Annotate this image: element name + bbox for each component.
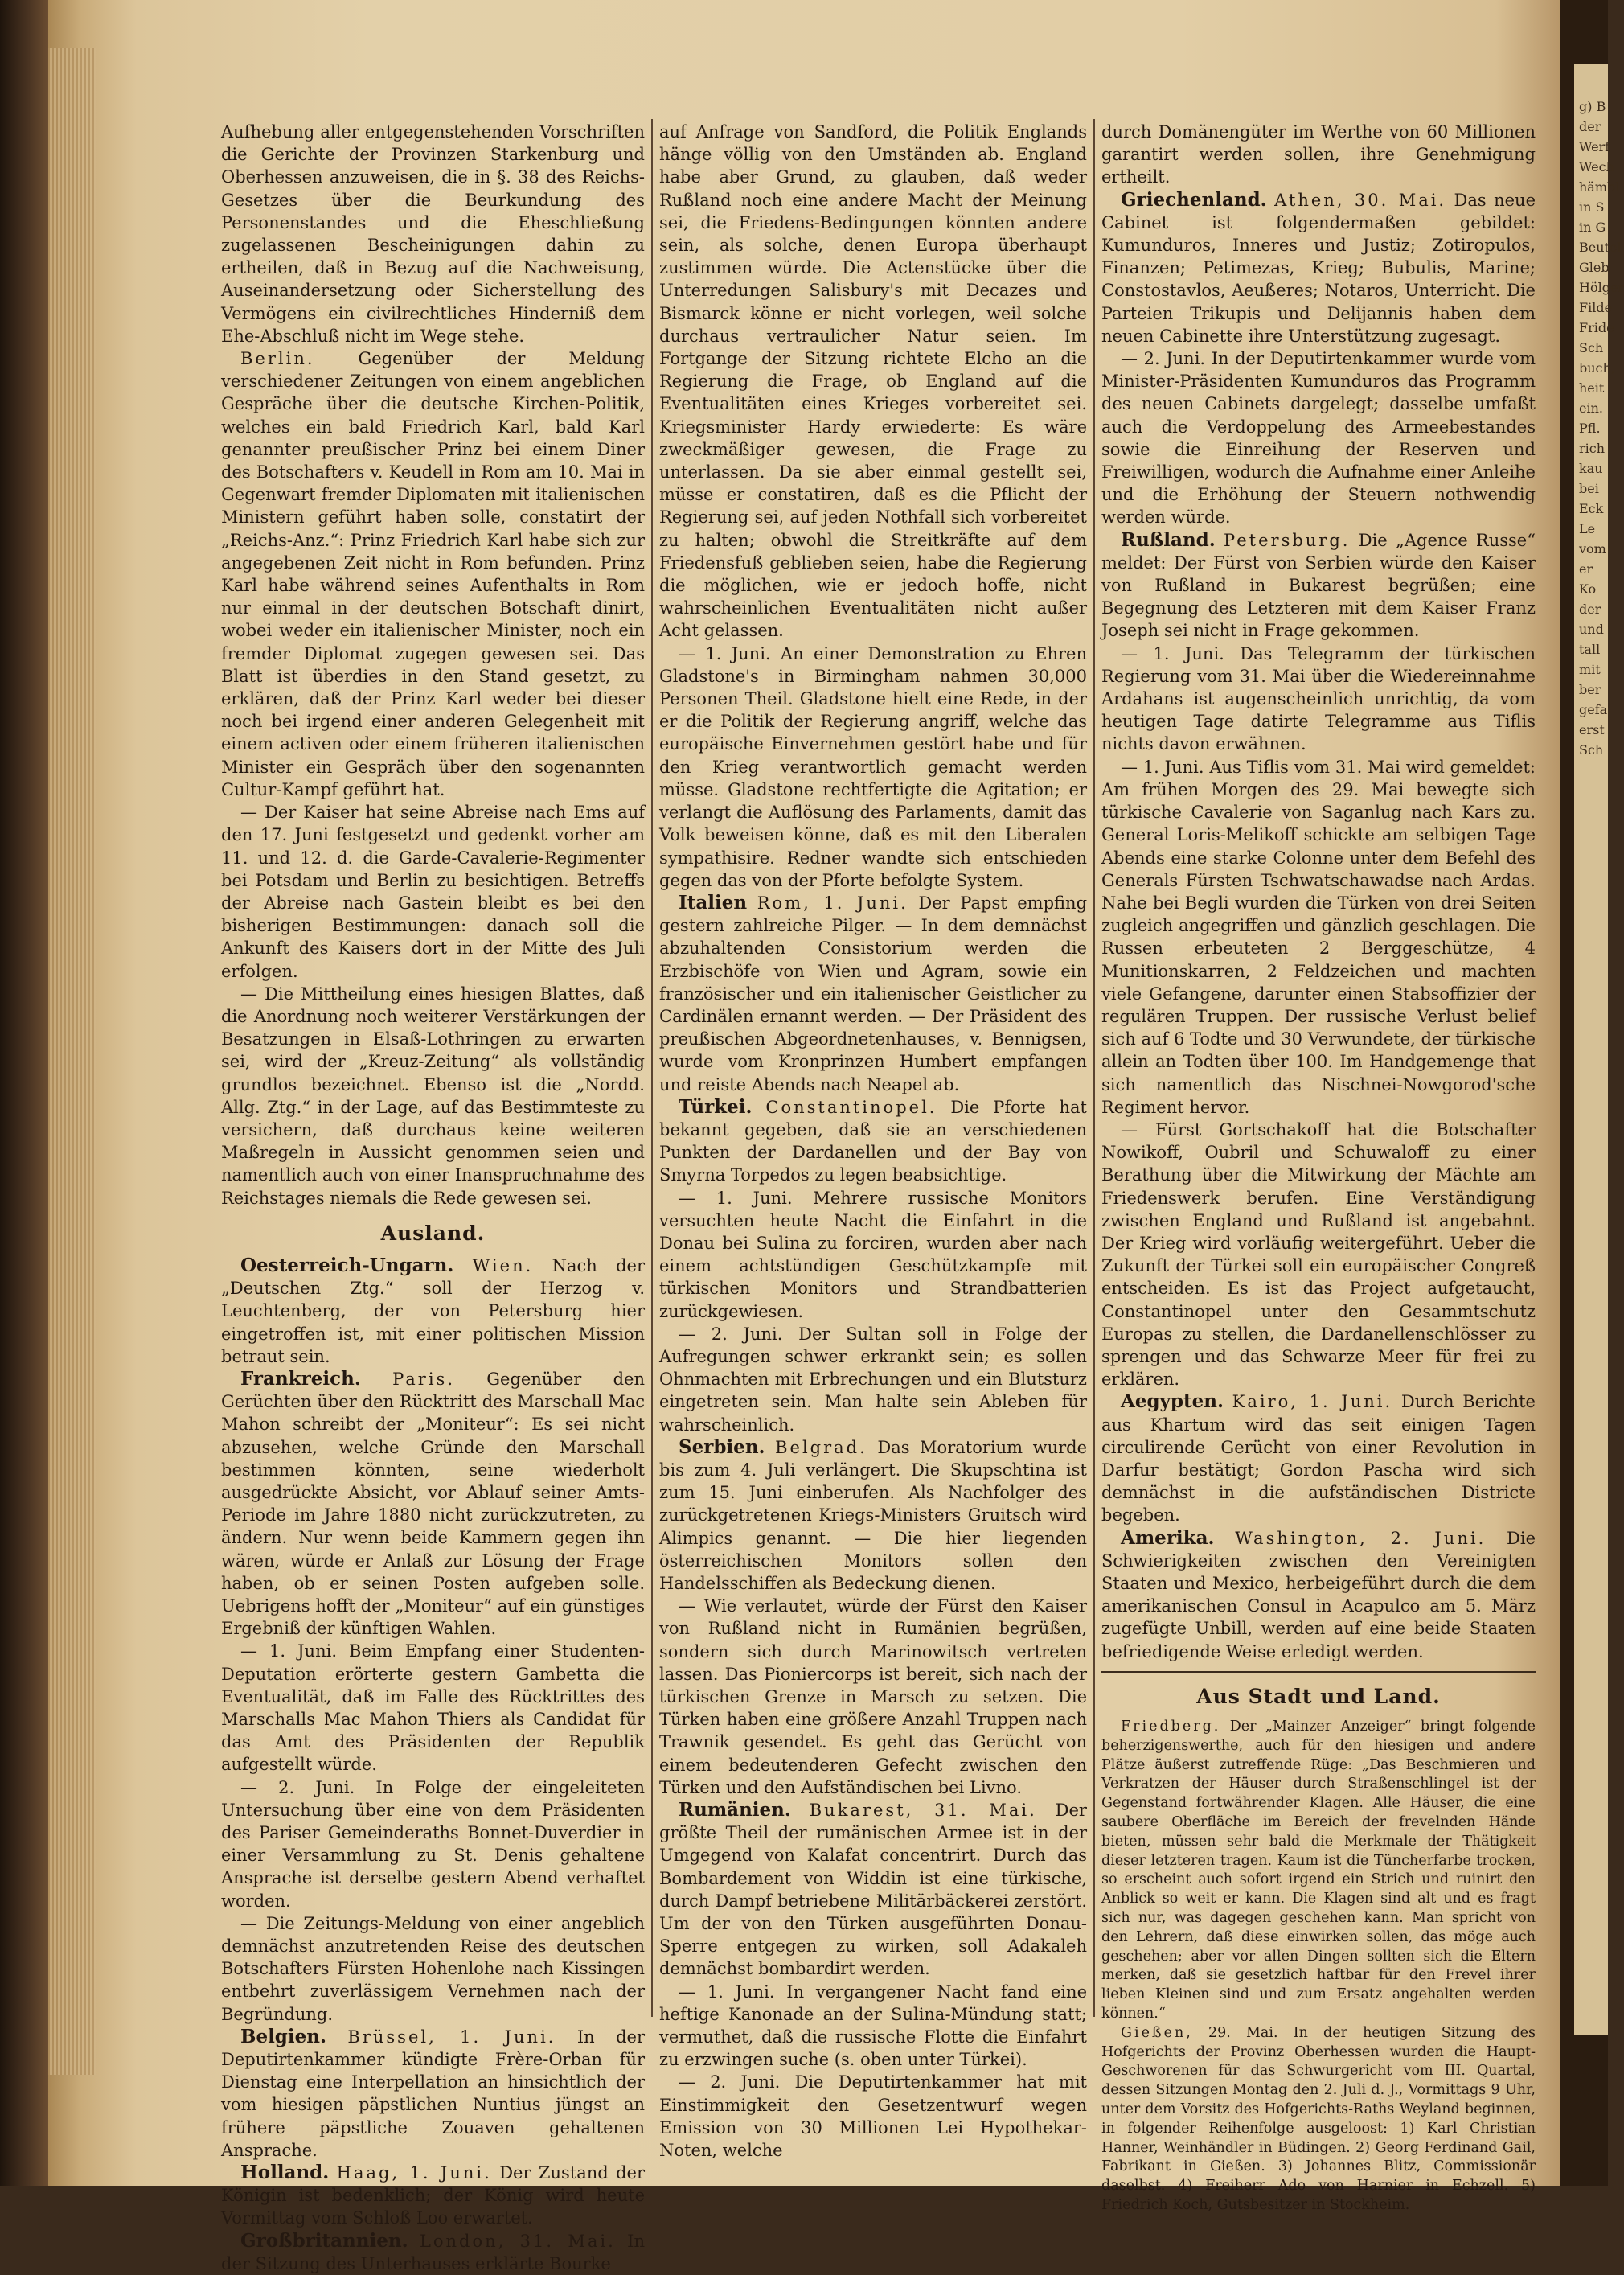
next-page-line: Werf [1579, 139, 1610, 154]
article-paragraph [1101, 347, 1536, 529]
next-page-fragment [1574, 64, 1624, 2035]
next-page-line: Hölger [1579, 280, 1624, 295]
article-paragraph [1101, 1119, 1536, 1390]
article-paragraph [1101, 756, 1536, 1119]
article-text: Der „Mainzer Anzeiger“ bringt folgende beherzigenswerthe, auch für den hiesigen und andere Plätze äußerst zutreffende Rüge: „Das Beschmieren und Verkratzen der Häuser durch Straßenschlingel ist der Gegenstand fortwährender Klagen. Alle Häuser, die eine saubere Oberfläche im Bereich der frevelnden Hände bieten, müssen sehr bald die Merkmale der Thätigkeit dieser letzteren tragen. Kaum ist die Tüncherfarbe trocken, so erscheint auch sofort irgend ein Strich und ruinirt den Anblick so weit er kann. Die Klagen sind alt und es fragt sich nur, was dagegen geschehen kann. Man spricht von den Lehrern, daß diese einwirken sollen, das möge auch geschehen; aber vor allen Dingen sollten sich die Eltern merken, daß sie gesetzlich haftbar für den Frevel ihrer lieben Kleinen sind und zum Ersatz angehalten werden können.“ [1101, 1719, 1536, 2022]
article-paragraph [221, 1368, 645, 1640]
article-paragraph [1101, 1527, 1536, 1663]
article-text: — Fürst Gortschakoff hat die Botschafter Nowikoff, Oubril und Schuwaloff zu einer Berathung über die Mitwirkung der Mächte am Friedenswerk berufen. Eine Verständigung zwischen England und Rußland ist angebahnt. Der Krieg wird vorläufig weitergeführt. Ueber die Zukunft der Türkei soll ein europäischer Congreß entscheiden. Es ist das Project aufgetaucht, Constantinopel unter den Gesammtschutz Europas zu stellen, die Dardanellenschlösser zu sprengen und das Schwarze Meer für frei zu erklären. [1101, 1119, 1536, 1390]
article-paragraph [1101, 1718, 1536, 2024]
next-page-line: g) B [1579, 99, 1606, 114]
column-rule-1 [651, 119, 653, 2017]
article-text: Die Pforte hat bekannt gegeben, daß sie an verschiedenen Punkten der Dardanellen und der Bay von Smyrna Torpedos zu legen beabsichtige. [659, 1097, 1087, 1185]
article-paragraph [221, 1255, 645, 1368]
next-page-line: Filde [1579, 300, 1613, 315]
article-paragraph [659, 121, 1087, 643]
article-text: Gegenüber den Gerüchten über den Rücktritt des Marschall Mac Mahon schreibt der „Moniteur“: Es sei nicht abzusehen, welche Gründe den Marschall bestimmen könnten, seine wiederholt ausgedrückte Absicht, vor Ablauf seiner Amts-Periode im Jahre 1880 nicht zurückzutreten, zu ändern. Nur wenn beide Kammern gegen ihn wären, würde er Anlaß zur Lösung der Frage haben, ob er seinen Posten aufgeben solle. Uebrigens hofft der „Moniteur“ auf ein günstiges Ergebniß der künftigen Wahlen. [221, 1369, 645, 1639]
country-heading: Holland. [240, 2162, 330, 2184]
article-paragraph [221, 2230, 645, 2275]
dateline: Athen, 30. Mai. [1274, 190, 1447, 210]
section-heading: Aus Stadt und Land. [1196, 1684, 1441, 1708]
article-text: In der Sitzung des Unterhauses erklärte Bourke [221, 2231, 645, 2273]
article-text: 29. Mai. In der heutigen Sitzung des Hofgerichts der Provinz Oberhessen wurden die Haupt-Geschworenen für das Schwurgericht vom III. Quartal, dessen Sitzungen Montag den 2. Juli d. J., Vormittags 9 Uhr, unter dem Vorsitz des Hofgerichts-Raths Weyland beginnen, in folgender Reihenfolge ausgeloost: 1) Karl Christian Hanner, Weinhändler in Büdingen. 2) Georg Ferdinand Gail, Fabrikant in Gießen. 3) Johannes Blitz, Commissionär daselbst. 4) Freiherr Ado von Harnier in Echzell. 5) Friedrich Koch, Gutsbesitzer in Stockheim. [1101, 2024, 1536, 2213]
country-heading: Italien [679, 891, 748, 914]
next-page-line: rich [1579, 441, 1606, 456]
country-heading: Türkei. [679, 1095, 753, 1118]
article-text: durch Domänengüter im Werthe von 60 Millionen garantirt werden sollen, ihre Genehmigung ertheilt. [1101, 122, 1536, 187]
article-paragraph [221, 1776, 645, 1912]
dateline: Berlin. [240, 349, 315, 369]
article-text: — 1. Juni. Mehrere russische Monitors versuchten heute Nacht die Einfahrt in die Donau bei Sulina zu forciren, wurden aber nach einem achtstündigen Geschützkampfe mit türkischen Monitors und Strandbatterien zurückgewiesen. [659, 1188, 1087, 1321]
dateline: Friedberg. [1121, 1719, 1221, 1735]
country-heading: Rußland. [1121, 528, 1216, 551]
article-paragraph [221, 347, 645, 801]
article-text: Der Zustand der Königin ist bedenklich; der König wird heute Vormittag vom Schloß Loo erwartet. [221, 2163, 645, 2228]
dateline: Belgrad. [775, 1437, 867, 1457]
next-page-line: er [1579, 561, 1593, 577]
article-text: Nach der „Deutschen Ztg.“ soll der Herzog v. Leuchtenberg, der von Petersburg hier eingetroffen ist, mit einer politischen Mission betraut sein. [221, 1255, 645, 1366]
next-page-line: Beutel [1579, 240, 1622, 255]
article-paragraph [221, 801, 645, 983]
article-text: Aufhebung aller entgegenstehenden Vorschriften die Gerichte der Provinzen Starkenburg und Oberhessen anzuweisen, die in §. 38 des Reichs-Gesetzes über die Beurkundung des Personenstandes und die Eheschließung zugelassenen Bescheinigungen dahin zu ertheilen, daß in Bezug auf die Nachweisung, Auseinandersetzung oder Sicherstellung des Vermögens ein civilrechtliches Hinderniß dem Ehe-Abschluß nicht im Wege stehe. [221, 122, 645, 346]
next-page-line: Wech [1579, 159, 1614, 175]
dateline: London, 31. Mai. [419, 2231, 616, 2251]
next-page-line: buch, [1579, 360, 1615, 376]
section-heading: Ausland. [380, 1221, 486, 1245]
next-page-line: Le [1579, 521, 1596, 536]
country-heading: Griechenland. [1121, 188, 1267, 211]
dateline: Kairo, 1. Juni. [1232, 1392, 1393, 1412]
column-1 [221, 121, 645, 2273]
article-text: Durch Berichte aus Khartum wird das seit einigen Tagen circulirende Gerücht von einer Revolution in Darfur bestätigt; Gordon Pascha wird sich demnächst in die aufständischen Districte begeben. [1101, 1392, 1536, 1526]
article-paragraph [659, 1981, 1087, 2072]
article-paragraph [659, 2071, 1087, 2162]
article-paragraph [659, 643, 1087, 892]
dateline: Brüssel, 1. Juni. [347, 2027, 556, 2047]
next-page-line: hämbl [1579, 179, 1620, 195]
next-page-line: gefa [1579, 702, 1608, 717]
next-page-line: der [1579, 602, 1601, 617]
article-paragraph [1101, 643, 1536, 756]
column-rule-2 [1093, 119, 1095, 2017]
next-page-line: kau [1579, 461, 1603, 476]
country-heading: Oesterreich-Ungarn. [240, 1254, 454, 1276]
article-text: Das neue Cabinet ist folgendermaßen gebildet: Kumunduros, Inneres und Justiz; Zotiropulos, Finanzen; Petimezas, Krieg; Bubulis, Marine; Constostavlos, Aeußeres; Notaros, Unterricht. Die Parteien Trikupis und Delijannis haben dem neuen Cabinette ihre Unterstützung zugesagt. [1101, 190, 1536, 346]
article-paragraph [221, 1640, 645, 1776]
country-heading: Rumänien. [679, 1799, 791, 1821]
next-page-line: tall [1579, 642, 1601, 657]
dateline: Gießen, [1121, 2024, 1193, 2041]
dateline: Washington, 2. Juni. [1235, 1528, 1487, 1548]
page-stack-edge [48, 48, 96, 2075]
next-page-line: bei [1579, 481, 1599, 496]
next-page-line: Fride [1579, 320, 1614, 335]
article-paragraph [221, 2026, 645, 2162]
country-heading: Amerika. [1121, 1526, 1215, 1549]
article-paragraph [659, 1096, 1087, 1187]
dateline: Rom, 1. Juni. [757, 893, 908, 913]
article-paragraph [221, 1912, 645, 2026]
next-page-line: heit [1579, 380, 1605, 396]
country-heading: Belgien. [240, 2025, 326, 2047]
next-page-line: erst [1579, 722, 1605, 737]
article-text: — Die Mittheilung eines hiesigen Blattes, daß die Anordnung noch weiterer Verstärkungen der Besatzungen in Elsaß-Lothringen zu erwarten sei, wird der „Kreuz-Zeitung“ als vollständig grundlos bezeichnet. Ebenso ist die „Nordd. Allg. Ztg.“ in der Lage, auf das Bestimmteste zu versichern, daß durchaus keine weiteren Maßregeln in Aussicht genommen seien und namentlich auch von einer Inanspruchnahme des Reichstages niemals die Rede gewesen sei. [221, 984, 645, 1208]
article-paragraph [1101, 1390, 1536, 1526]
article-text: Die „Agence Russe“ meldet: Der Fürst von Serbien würde den Kaiser von Rußland in Bukarest begrüßen; eine Begegnung des Letzteren mit dem Kaiser Franz Joseph sei nicht in Frage gekommen. [1101, 530, 1536, 641]
article-paragraph [1101, 121, 1536, 189]
article-text: — 1. Juni. Aus Tiflis vom 31. Mai wird gemeldet: Am frühen Morgen des 29. Mai bewegte sich türkische Cavalerie von Saganlug nach Kars zu. General Loris-Melikoff schickte am selbigen Tage Abends eine starke Colonne unter dem Befehl des Generals Fürsten Tschwatschawadse nach Ardas. Nahe bei Begli wurden die Türken von drei Seiten zugleich angegriffen und gänzlich geschlagen. Die Russen erbeuteten 2 Berggeschütze, 4 Munitionskarren, 2 Feldzeichen und machten viele Gefangene, darunter einen Stabsoffizier der regulären Truppen. Der russische Verlust belief sich auf 6 Todte und 30 Verwundete, der türkische allein an Todten über 100. Im Handgemenge that sich namentlich das Nischnei-Nowgorod'sche Regiment hervor. [1101, 757, 1536, 1117]
dateline: Paris. [392, 1369, 456, 1389]
section-rule [1101, 1671, 1536, 1673]
article-text: — 2. Juni. Der Sultan soll in Folge der Aufregungen schwer erkrankt sein; es sollen Ohnmachten mit Erbrechungen und ein Blutsturz eingetreten sein. Man halte sein Ableben für wahrscheinlich. [659, 1324, 1087, 1435]
article-paragraph [659, 1323, 1087, 1436]
article-text: — 1. Juni. Beim Empfang einer Studenten-Deputation erörterte gestern Gambetta die Eventualität, daß im Falle des Rücktrittes des Marschalls Mac Mahon Thiers als Candidat für das Amt des Präsidenten der Republik aufgestellt würde. [221, 1641, 645, 1775]
dateline: Constantinopel. [765, 1097, 937, 1117]
next-page-line: Sch [1579, 340, 1604, 355]
article-text: Das Moratorium wurde bis zum 4. Juli verlängert. Die Skupschtina ist zum 15. Juni einberufen. Als Nachfolger des zurückgetretenen Kriegs-Ministers Gruitsch wird Alimpics genannt. — Die hier liegenden österreichischen Monitors sollen den Handelsschiffen als Bedeckung dienen. [659, 1437, 1087, 1593]
article-text: — Die Zeitungs-Meldung von einer angeblich demnächst anzutretenden Reise des deutschen Botschafters Fürsten Hohenlohe nach Kissingen entbehrt zuverlässigem Vernehmen nach der Begründung. [221, 1913, 645, 2024]
article-text: — 1. Juni. Das Telegramm der türkischen Regierung vom 31. Mai über die Wiedereinnahme Ardahans ist augenscheinlich unrichtig, da vom heutigen Tage datirte Telegramme aus Tiflis nichts davon erwähnen. [1101, 643, 1536, 754]
article-paragraph [659, 1799, 1087, 1981]
article-text: — 1. Juni. An einer Demonstration zu Ehren Gladstone's in Birmingham nahmen 30,000 Personen Theil. Gladstone hielt eine Rede, in der er die Politik der Regierung angriff, welche das europäische Einvernehmen gestört habe und für den Krieg verantwortlich gemacht werden müsse. Gladstone rechtfertigte die Agitation; er verlangt die Auflösung des Parlaments, damit das Volk beweisen könne, daß es mit den Liberalen sympathisire. Redner wandte sich entschieden gegen das von der Pforte befolgte System. [659, 643, 1087, 890]
next-page-line: der [1579, 119, 1601, 134]
next-page-line: Eck [1579, 501, 1604, 516]
article-text: Gegenüber der Meldung verschiedener Zeitungen von einem angeblichen Gespräche über die deutsche Kirchen-Politik, welches ein bald Friedrich Karl, bald Karl genannter preußischer Prinz bei einem Diner des Botschafters v. Keudell in Rom am 10. Mai in Gegenwart fremder Diplomaten mit italienischen Ministern geführt haben solle, constatirt der „Reichs-Anz.“: Prinz Friedrich Karl habe sich zur angegebenen Zeit nicht in Rom befunden. Prinz Karl habe während seines Aufenthalts in Rom nur einmal in der deutschen Botschaft dinirt, wobei weder ein italienischer Minister, noch ein fremder Diplomat zugegen gewesen sei. Das Blatt ist überdies in den Stand gesetzt, zu erklären, daß der Prinz Karl weder bei dieser noch bei irgend einer anderen Gelegenheit mit einem activen oder einem früheren italienischen Minister ein Gespräch über den sogenannten Cultur-Kampf geführt hat. [221, 349, 645, 799]
next-page-line: Gleb [1579, 260, 1610, 275]
article-text: In der Deputirtenkammer kündigte Frère-Orban für Dienstag eine Interpellation an hinsichtlich der vom hiesigen päpstlichen Nuntius jüngst an frühere päpstliche Zouaven gehaltenen Ansprache. [221, 2027, 645, 2160]
country-heading: Großbritannien. [240, 2229, 408, 2252]
next-page-line: ber [1579, 682, 1601, 697]
dateline: Wien. [472, 1255, 534, 1275]
article-paragraph [221, 121, 645, 347]
country-heading: Frankreich. [240, 1367, 361, 1390]
article-paragraph [221, 2162, 645, 2230]
country-heading: Serbien. [679, 1435, 765, 1458]
article-text: — 1. Juni. In vergangener Nacht fand eine heftige Kanonade an der Sulina-Mündung statt; vermuthet, daß die russische Flotte die Einfahrt zu erzwingen suche (s. oben unter Türkei). [659, 1981, 1087, 2070]
article-text: auf Anfrage von Sandford, die Politik Englands hänge völlig von den Umständen ab. England habe aber Grund, zu glauben, daß weder Rußland noch eine andere Macht der Meinung sei, die Friedens-Bedingungen könnten andere sein, als solche, denen Europa überhaupt zustimmen würde. Die Actenstücke über die Unterredungen Salisbury's mit Decazes und Bismarck könne er nicht vorlegen, weil solche durchaus vertraulicher Natur seien. Im Fortgange der Sitzung richtete Elcho an die Regierung die Frage, ob England auf die Eventualitäten eines Krieges vorbereitet sei. Kriegsminister Hardy erwiederte: Es wäre zweckmäßiger gewesen, die Frage zu unterlassen. Da sie aber einmal gestellt sei, müsse er constatiren, daß es die Pflicht der Regierung sei, auf jeden Nothfall sich vorbereitet zu halten; obwohl die Streitkräfte auf dem Friedensfuß geblieben seien, habe die Regierung die möglichen, wie er jedoch hoffe, nicht wahrscheinlichen Eventualitäten nicht außer Acht gelassen. [659, 122, 1087, 641]
dateline: Haag, 1. Juni. [336, 2163, 492, 2183]
article-text: Der Papst empfing gestern zahlreiche Pilger. — In dem demnächst abzuhaltenden Consistorium werden die Erzbischöfe von Wien und Agram, sowie ein französischer und ein italienischer Geistlicher zu Cardinälen ernannt werden. — Der Präsident des preußischen Abgeordnetenhauses, v. Bennigsen, wurde vom Kronprinzen Humbert empfangen und reiste Abends nach Neapel ab. [659, 893, 1088, 1094]
article-paragraph [1101, 529, 1536, 643]
article-paragraph [659, 1187, 1087, 1323]
next-page-line: Sch [1579, 742, 1604, 758]
next-page-line: vom [1579, 541, 1606, 556]
next-page-line: ein. [1579, 400, 1603, 416]
dateline: Bukarest, 31. Mai. [809, 1801, 1037, 1821]
next-page-line: Pfl. [1579, 421, 1601, 436]
column-3 [1101, 121, 1536, 2213]
article-text: — 2. Juni. Die Deputirtenkammer hat mit Einstimmigkeit den Gesetzentwurf wegen Emission von 30 Millionen Lei Hypothekar-Noten, welche [659, 2072, 1087, 2161]
article-text: — Wie verlautet, würde der Fürst den Kaiser von Rußland nicht in Rumänien begrüßen, sondern sich durch Marinowitsch vertreten lassen. Das Pioniercorps ist bereit, sich nach der türkischen Grenze in Marsch zu setzen. Die Türken haben eine größere Anzahl Truppen nach Trawnik gesendet. Es geht das Gerücht von einem bedeutenderen Gefecht zwischen den Türken und den Aufständischen bei Livno. [659, 1596, 1087, 1797]
article-text: Die Schwierigkeiten zwischen den Vereinigten Staaten und Mexico, herbeigeführt durch die dem amerikanischen Consul in Acapulco am 5. März zugefügte Unbill, werden auf eine beide Staaten befriedigende Weise erledigt werden. [1101, 1528, 1536, 1661]
column-2 [659, 121, 1088, 2161]
next-page-line: Ko [1579, 581, 1597, 597]
article-text: — Der Kaiser hat seine Abreise nach Ems auf den 17. Juni festgesetzt und gedenkt vorher am 11. und 12. d. die Garde-Cavalerie-Regimenter bei Potsdam und Berlin zu besichtigen. Betreffs der Abreise nach Gastein bleibt es bei den bisherigen Bestimmungen: danach soll die Ankunft des Kaisers dort in der Mitte des Juli erfolgen. [221, 803, 645, 981]
article-paragraph [659, 1436, 1087, 1595]
article-text: — 2. Juni. In der Deputirtenkammer wurde vom Minister-Präsidenten Kumunduros das Programm des neuen Cabinets dargelegt; dasselbe umfaßt auch die Verdoppelung des Armeebestandes sowie die Einreihung der Reserven und Freiwilligen, wodurch die Aufnahme einer Anleihe und die Erhöhung der Steuern nothwendig werden würde. [1101, 349, 1536, 528]
next-page-line: mit [1579, 662, 1601, 677]
article-paragraph [659, 1595, 1087, 1799]
next-page-line: in G [1579, 220, 1606, 235]
article-paragraph [221, 983, 645, 1209]
article-paragraph [659, 892, 1087, 1096]
article-paragraph [1101, 2024, 1536, 2215]
article-text: Der größte Theil der rumänischen Armee ist in der Umgegend von Kalafat concentrirt. Durch das Bombardement von Widdin ist eine türkische, durch Dampf betriebene Militärbäckerei zerstört. Um der von den Türken ausgeführten Donau-Sperre entgegen zu wirken, soll Adakaleh demnächst bombardirt werden. [659, 1801, 1087, 1979]
next-page-line: und [1579, 622, 1604, 637]
dateline: Petersburg. [1224, 530, 1351, 550]
article-paragraph [1101, 189, 1536, 347]
next-page-line: in S [1579, 199, 1605, 215]
article-text: — 2. Juni. In Folge der eingeleiteten Untersuchung über eine von dem Präsidenten des Pariser Gemeinderaths Bonnet-Duverdier in einer Versammlung zu St. Denis gehaltene Ansprache ist derselbe gestern Abend verhaftet worden. [221, 1777, 645, 1911]
country-heading: Aegypten. [1121, 1390, 1224, 1413]
book-gutter [0, 0, 48, 2186]
